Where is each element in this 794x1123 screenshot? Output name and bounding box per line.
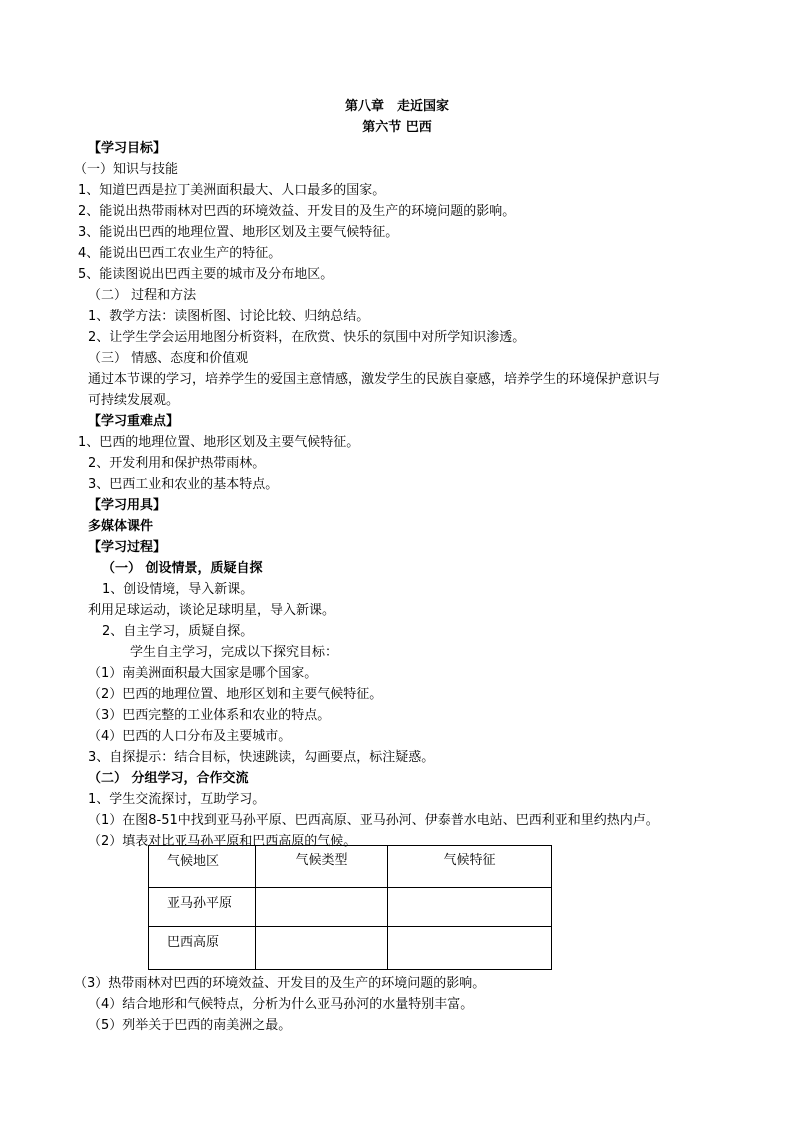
- objective-item-4: 4、能说出巴西工农业生产的特征。: [78, 246, 282, 261]
- group-task-5: （5）列举关于巴西的南美洲之最。: [88, 1018, 292, 1033]
- self-study-intro: 学生自主学习，完成以下探究目标：: [130, 645, 339, 660]
- table-cell: [388, 888, 552, 927]
- self-study-question-2: （2）巴西的地理位置、地形区划和主要气候特征。: [88, 687, 383, 702]
- group-task-1: （1）在图8-51中找到亚马孙平原、巴西高原、亚马孙河、伊泰普水电站、巴西利亚和里约热内卢。: [88, 813, 659, 828]
- step-2-heading: （二） 分组学习，合作交流: [88, 771, 249, 786]
- table-cell: [256, 927, 388, 970]
- table-header-cell: 气候特征: [388, 846, 552, 888]
- step-1-heading: （一） 创设情景，质疑自探: [102, 561, 263, 576]
- section-title: 第六节 巴西: [362, 120, 432, 135]
- self-study-question-1: （1）南美洲面积最大国家是哪个国家。: [88, 666, 318, 681]
- heading-objectives: 【学习目标】: [88, 141, 167, 156]
- heading-tools: 【学习用具】: [88, 498, 167, 513]
- self-study-question-3: （3）巴西完整的工业体系和农业的特点。: [88, 708, 331, 723]
- key-point-1: 1、巴西的地理位置、地形区划及主要气候特征。: [78, 435, 360, 450]
- key-point-2: 2、开发利用和保护热带雨林。: [88, 456, 266, 471]
- subheading-knowledge: （一）知识与技能: [74, 162, 179, 177]
- objective-item-3: 3、能说出巴西的地理位置、地形区划及主要气候特征。: [78, 225, 399, 240]
- attitude-text-line-2: 可持续发展观。: [88, 393, 180, 408]
- group-task-3: （3）热带雨林对巴西的环境效益、开发目的及生产的环境问题的影响。: [74, 976, 486, 991]
- table-header-cell: 气候类型: [256, 846, 388, 888]
- attitude-text-line-1: 通过本节课的学习，培养学生的爱国主意情感，激发学生的民族自豪感，培养学生的环境保护意识与: [88, 372, 661, 387]
- table-header-cell: 气候地区: [149, 846, 256, 888]
- heading-key-points: 【学习重难点】: [88, 414, 180, 429]
- chapter-title: 第八章 走近国家: [344, 99, 449, 114]
- process-item-2: 2、让学生学会运用地图分析资料，在欣赏、快乐的氛围中对所学知识渗透。: [88, 330, 526, 345]
- key-point-3: 3、巴西工业和农业的基本特点。: [88, 477, 279, 492]
- climate-comparison-table: [148, 845, 552, 970]
- objective-item-5: 5、能读图说出巴西主要的城市及分布地区。: [78, 267, 334, 282]
- group-task-4: （4）结合地形和气候特点，分析为什么亚马孙河的水量特别丰富。: [88, 997, 474, 1012]
- table-cell: [256, 888, 388, 927]
- table-row: [149, 888, 552, 927]
- table-cell: 亚马孙平原: [149, 888, 256, 927]
- step-1-intro-text: 利用足球运动，谈论足球明星，导入新课。: [88, 603, 336, 618]
- step-2-item-1: 1、学生交流探讨，互助学习。: [88, 792, 266, 807]
- tools-text: 多媒体课件: [88, 519, 154, 534]
- subheading-process: （二） 过程和方法: [88, 288, 197, 303]
- objective-item-1: 1、知道巴西是拉丁美洲面积最大、人口最多的国家。: [78, 183, 386, 198]
- self-study-tips: 3、自探提示：结合目标，快速跳读，勾画要点，标注疑惑。: [88, 750, 435, 765]
- table-cell: [388, 927, 552, 970]
- step-1-item-1: 1、创设情境，导入新课。: [102, 582, 254, 597]
- table-header-row: [149, 846, 552, 888]
- heading-process: 【学习过程】: [88, 540, 167, 555]
- group-task-2: （2）填表对比亚马孙平原和巴西高原的气候。: [88, 834, 357, 849]
- table-cell: 巴西高原: [149, 927, 256, 970]
- step-1-item-2: 2、自主学习，质疑自探。: [102, 624, 254, 639]
- objective-item-2: 2、能说出热带雨林对巴西的环境效益、开发目的及生产的环境问题的影响。: [78, 204, 516, 219]
- table-row: [149, 927, 552, 970]
- self-study-question-4: （4）巴西的人口分布及主要城市。: [88, 729, 292, 744]
- process-item-1: 1、教学方法：读图析图、讨论比较、归纳总结。: [88, 309, 370, 324]
- subheading-attitude: （三） 情感、态度和价值观: [88, 351, 249, 366]
